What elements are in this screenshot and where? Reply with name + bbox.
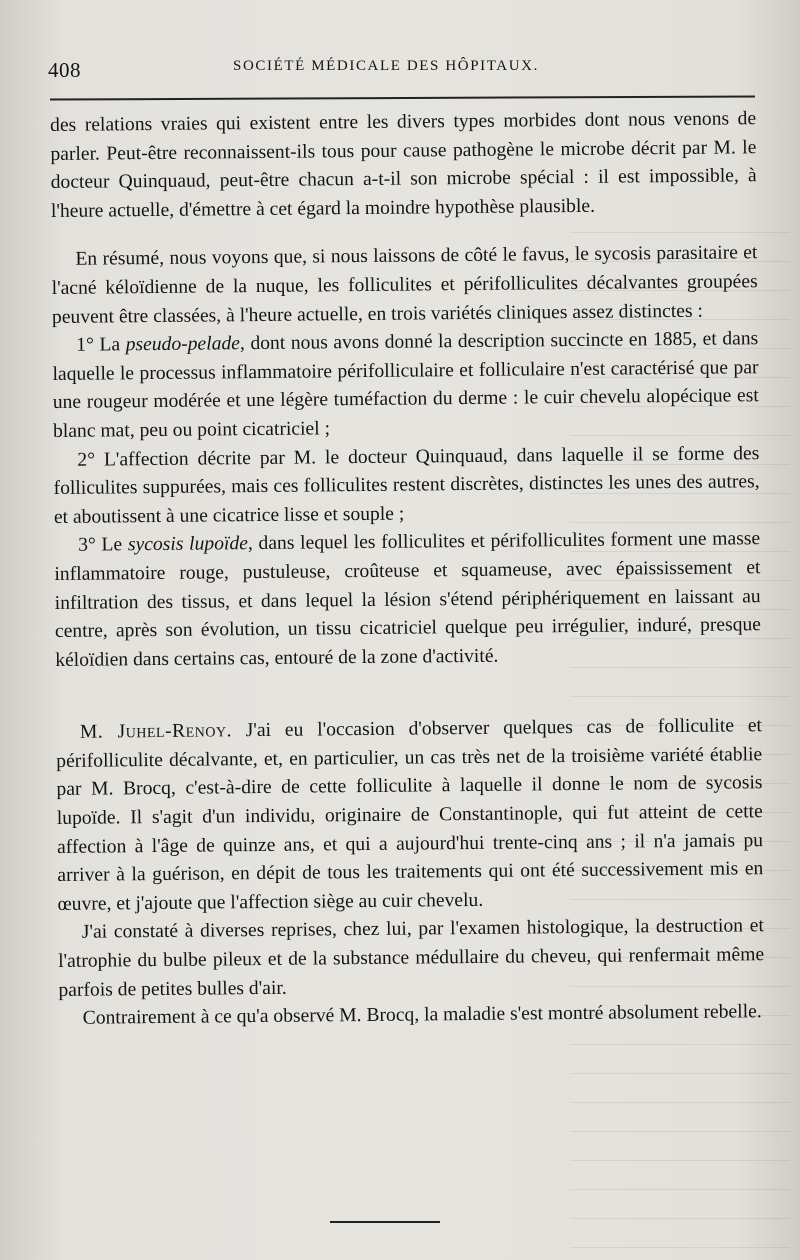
speaker-name: M. Juhel-Renoy. [79, 720, 233, 744]
paragraph-1: des relations vraies qui existent entre les divers types morbides dont nous venons de parler. Peut-être reconnaissent-ils tous pour cause pathogène le microbe décrit par M. le docteur Quinquaud, peut-être chacun a-t-il son microbe spécial : il est impossible, à l'heure actuelle, d'émettre à cet égard la moindre hypothèse plausible. [50, 108, 757, 222]
paragraph-2: En résumé, nous voyons que, si nous laissons de côté le favus, le sycosis parasitaire et l'acné kéloïdienne de la nuque, les folliculites et périfolliculites décalvantes groupées peuvent être classées, à l'heure actuelle, en trois variétés cliniques assez distinctes : [51, 242, 758, 328]
footer-rule [330, 1221, 440, 1223]
header-rule [50, 95, 755, 100]
page-header [48, 48, 760, 88]
running-title: SOCIÉTÉ MÉDICALE DES HÔPITAUX. [233, 58, 539, 74]
page-number: 408 [48, 58, 81, 82]
paragraph-item-3: 3° Le sycosis lupoïde, dans lequel les folliculites et périfolliculites forment une masse inflammatoire rouge, pustuleuse, croûteuse et squameuse, avec épaississement et infiltration des tissus, et dans lequel la lésion s'étend périphériquement en laissant au centre, après son évolution, un tissu cicatriciel quelque peu irrégulier, induré, presque kéloïdien dans certains cas, entouré de la zone d'activité. [54, 528, 762, 671]
term-pseudo-pelade: pseudo-pelade [125, 333, 241, 356]
term-sycosis-lupoide: sycosis lupoïde [127, 533, 248, 556]
paragraph-8: Contrairement à ce qu'a observé M. Brocq, la maladie s'est montré absolument rebelle. [82, 1001, 762, 1029]
paragraph-7: J'ai constaté à diverses reprises, chez lui, par l'examen histologique, la destruction et l'atrophie du bulbe pileux et de la substance médullaire du cheveu, qui renfermait même parfois de petites bulles d'air. [58, 915, 765, 1001]
paragraph-item-1: 1° La pseudo-pelade, dont nous avons donné la description succincte en 1885, et dans laquelle le processus inflammatoire périfolliculaire et folliculaire n'est caractérisé que par une rougeur modérée et une légère tuméfaction du derme : le cuir chevelu alopécique est blanc mat, peu ou point cicatriciel ; [52, 328, 759, 442]
paragraph-item-2: 2° L'affection décrite par M. le docteur Quinquaud, dans laquelle il se forme des folliculites suppurées, mais ces folliculites restent discrètes, distinctes les unes des autres, et aboutissent à une cicatrice lisse et souple ; [53, 442, 760, 528]
body-text [50, 105, 765, 1034]
paragraph-speaker: M. Juhel-Renoy. J'ai eu l'occasion d'observer quelques cas de folliculite et périfolliculite décalvante, et, en particulier, un cas très net de la troisième variété établie par M. Brocq, c'est-à-dire de cette folliculite à laquelle il donne le nom de sycosis lupoïde. Il s'agit d'un individu, originaire de Constantinople, qui fut atteint de cette affection à l'âge de quinze ans, et qui a aujourd'hui trente-cinq ans ; il n'a jamais pu arriver à la guérison, en dépit de tous les traitements qui ont été successivement mis en œuvre, et j'ajoute que l'affection siège au cuir chevelu. [56, 715, 764, 915]
